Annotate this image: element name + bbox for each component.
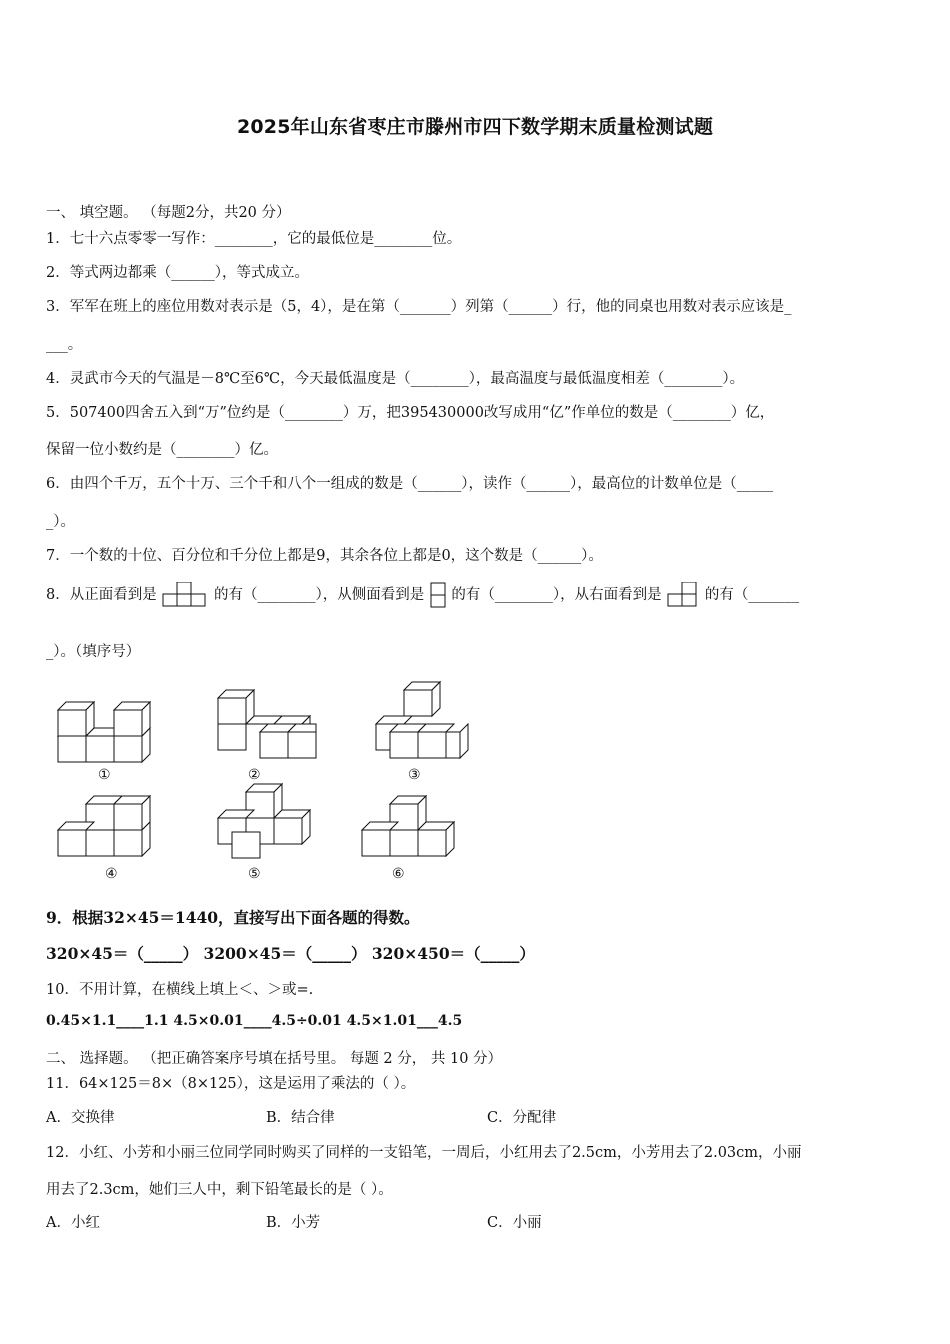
cube-figure-2 bbox=[212, 680, 324, 764]
question-11-option-c: C．分配律 bbox=[487, 1110, 557, 1126]
section-2-heading: 二、 选择题。 （把正确答案序号填在括号里。 每题 2 分， 共 10 分） bbox=[46, 1051, 503, 1067]
question-4: 4．灵武市今天的气温是－8℃至6℃，今天最低温度是（________），最高温度与最低温度相差（________）。 bbox=[46, 371, 745, 387]
question-8-line-1 bbox=[46, 582, 799, 608]
question-12-option-b: B．小芳 bbox=[266, 1215, 321, 1231]
question-3-line-2: ___。 bbox=[46, 337, 83, 353]
question-2: 2．等式两边都乘（______），等式成立。 bbox=[46, 265, 309, 281]
question-10: 10．不用计算，在横线上填上＜、＞或=. bbox=[46, 982, 314, 998]
cube-figure-5 bbox=[212, 780, 324, 864]
question-11: 11．64×125＝8×（8×125），这是运用了乘法的（ ）。 bbox=[46, 1076, 416, 1092]
question-8-text-3: 的有（________），从右面看到是 bbox=[451, 587, 662, 603]
figure-label-4: ④ bbox=[105, 866, 118, 882]
question-7: 7．一个数的十位、百分位和千分位上都是9，其余各位上都是0，这个数是（______）。 bbox=[46, 548, 603, 564]
cube-figure-3 bbox=[370, 680, 470, 764]
question-6-line-2: _）。 bbox=[46, 514, 75, 530]
question-12-line-1: 12．小红、小芳和小丽三位同学同时购买了同样的一支铅笔，一周后，小红用去了2.5cm，小芳用去了2.03cm，小丽 bbox=[46, 1145, 802, 1161]
front-view-icon bbox=[161, 582, 209, 608]
question-11-option-b: B．结合律 bbox=[266, 1110, 335, 1126]
figure-label-5: ⑤ bbox=[248, 866, 261, 882]
question-8-text-4: 的有（_______ bbox=[704, 587, 800, 603]
cube-figure-6 bbox=[356, 792, 468, 864]
question-3-line-1: 3．军军在班上的座位用数对表示是（5，4），是在第（_______）列第（______）行，他的同桌也用数对表示应该是_ bbox=[46, 299, 792, 315]
question-5-line-1: 5．507400四舍五入到“万”位约是（________）万，把395430000改写成用“亿”作单位的数是（________）亿， bbox=[46, 405, 775, 421]
side-view-icon bbox=[429, 582, 447, 608]
question-12-line-2: 用去了2.3cm，她们三人中，剩下铅笔最长的是（ ）。 bbox=[46, 1182, 393, 1198]
question-8-line-2: _）。（填序号） bbox=[46, 644, 141, 660]
cube-figure-4 bbox=[52, 792, 164, 864]
question-12-option-c: C．小丽 bbox=[487, 1215, 542, 1231]
question-10-items: 0.45×1.1____1.1 4.5×0.01____4.5÷0.01 4.5×1.01___4.5 bbox=[46, 1013, 463, 1029]
question-9-items: 320×45＝（_____） 3200×45＝（_____） 320×450＝（_____） bbox=[46, 944, 535, 963]
cube-figure-1 bbox=[52, 692, 164, 764]
figure-label-2: ② bbox=[248, 767, 261, 783]
question-8-text-2: 的有（________），从侧面看到是 bbox=[213, 587, 425, 603]
right-view-icon bbox=[666, 582, 700, 608]
figure-label-1: ① bbox=[98, 767, 111, 783]
section-1-heading: 一、 填空题。 （每题2分，共20 分） bbox=[46, 205, 291, 221]
question-8-text-1: 8．从正面看到是 bbox=[46, 587, 157, 603]
question-1: 1．七十六点零零一写作：________，它的最低位是________位。 bbox=[46, 231, 462, 247]
question-5-line-2: 保留一位小数约是（________）亿。 bbox=[46, 442, 278, 458]
question-6-line-1: 6．由四个千万，五个十万、三个千和八个一组成的数是（______），读作（______），最高位的计数单位是（_____ bbox=[46, 476, 773, 492]
question-11-option-a: A．交换律 bbox=[46, 1110, 115, 1126]
question-9: 9．根据32×45＝1440，直接写出下面各题的得数。 bbox=[46, 908, 420, 927]
figure-label-3: ③ bbox=[408, 767, 421, 783]
figure-label-6: ⑥ bbox=[392, 866, 405, 882]
page-title: 2025年山东省枣庄市滕州市四下数学期末质量检测试题 bbox=[236, 116, 714, 138]
question-12-option-a: A．小红 bbox=[46, 1215, 100, 1231]
